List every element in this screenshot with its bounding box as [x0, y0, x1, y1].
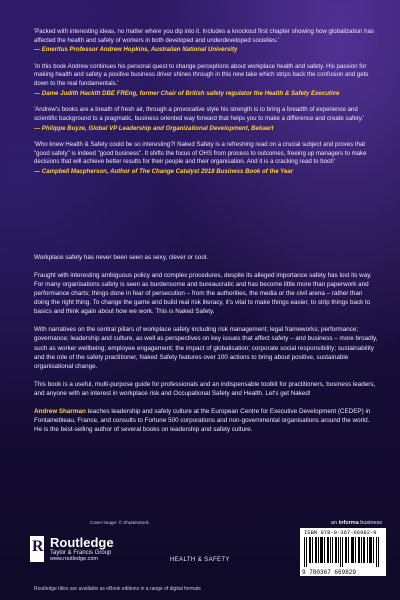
barcode-number: 9 780367 669829: [302, 569, 357, 576]
quote-attribution: — Emeritus Professor Andrew Hopkins, Australian National University: [34, 46, 238, 54]
barcode-icon: [304, 537, 382, 567]
quote-text: 'Packed with interesting ideas, no matter where you dip into it. Includes a knockout first chapter showing how globalization has affected the health and safety of workers in both developed and underdeveloped societies.': [34, 28, 374, 44]
isbn-barcode: [300, 528, 386, 576]
informa-suffix: business: [358, 520, 382, 526]
quote-text: 'In this book Andrew continues his personal quest to change perceptions about workplace health and safety. His passion for making health and safety a positive business driver shines through in this new take which strips back the confusion and gets down to the real fundamentals.': [34, 62, 369, 88]
quote-attribution: — Campbell Macpherson, Author of The Change Catalyst 2018 Business Book of the Year: [34, 168, 294, 175]
publisher-group: Taylor & Francis Group: [50, 549, 112, 556]
quote-attribution: — Dame Judith Hackitt DBE FREng, former Chair of British safety regulator the Health & Safety Executive: [34, 89, 340, 97]
endorsement: [34, 28, 378, 55]
quote-text: 'Who knew Health & Safety could be so interesting?! Naked Safety is a refreshing read on a crucial subject and proves that "good safety" is indeed "good business". It shifts the focus of OHS from process to outcomes, freeing up managers to make decisions that will achieve better results for their people and their organisation. And it is a cracking read to boot!': [34, 141, 367, 166]
routledge-logo-icon: [30, 536, 44, 562]
quote-attribution: — Philippe Buyze, Global VP Leadership and Organizational Development, Bekaert: [34, 124, 274, 132]
blurb-paragraph: This book is a useful, multi-purpose guide for professionals and an indispensable toolkit for practitioners, business leaders, and anyone with an interest in workplace risk and Occupational Safety and Health. Let's get Naked!: [34, 380, 376, 397]
informa-business-label: [331, 520, 382, 526]
cover-image-credit: Cover image: © Shutterstock: [90, 520, 149, 525]
quote-text: 'Andrew's books are a breath of fresh air, through a provocative style his strength is to bring a breadth of experience and scientific background to a pragmatic, business oriented way forward that helps you to make a difference and create safety.': [34, 106, 365, 122]
informa-prefix: an: [330, 520, 339, 526]
blurb-paragraph: Workplace safety has never been seen as sexy, clever or cool.: [34, 254, 209, 261]
author-bio-text: teaches leadership and safety culture at the European Centre for Executive Development (CEDEP) in Fontainebleau, France, and consults to Fortune 500 corporations and non-governmental organisations around the world. He is the best-selling author of several books on leadership and safety culture.: [34, 407, 371, 433]
ebook-note: Routledge titles are available as eBook editions in a range of digital formats: [34, 586, 201, 592]
category-label: HEALTH & SAFETY: [170, 557, 230, 563]
author-bio: [34, 407, 378, 434]
author-name: Andrew Sharman: [34, 407, 86, 415]
endorsements: [34, 28, 378, 185]
informa-name: informa: [338, 520, 359, 526]
blurb-paragraph: With narratives on the central pillars of workplace safety including risk management; legal frameworks; performance; governance; leadership and culture, as well as perspectives on key issues that affect safety – and business – more broadly, such as worker wellbeing; employee engagement; the impact of globalisation; corporate social responsibility; sustainability and the role of the safety practitioner, Naked Safety features over 100 actions to bring about positive, sustainable organisational change.: [34, 326, 378, 370]
endorsement: [34, 106, 378, 133]
blurb-paragraph: Fraught with interesting ambiguous policy and complex procedures, despite its alleged importance safety has lost its way. For many organisations safety is seen as burdensome and bureaucratic and has become little more than paperwork and performance charts; things done in fear of persecution – from the authorities, the media or the civil arena – rather than doing the right thing. To change the game and build real risk literacy, it's vital to make things easier, to strip things back to basics and think again about how we work. This is Naked Safety.: [34, 272, 372, 316]
publisher-block: [30, 536, 114, 562]
isbn-text: ISBN 978-0-367-66982-9: [304, 529, 377, 536]
endorsement: [34, 63, 378, 98]
endorsement: [34, 141, 378, 176]
blurb: [34, 253, 378, 443]
publisher-url: www.routledge.com: [50, 555, 98, 562]
publisher-name: Routledge: [50, 535, 114, 550]
